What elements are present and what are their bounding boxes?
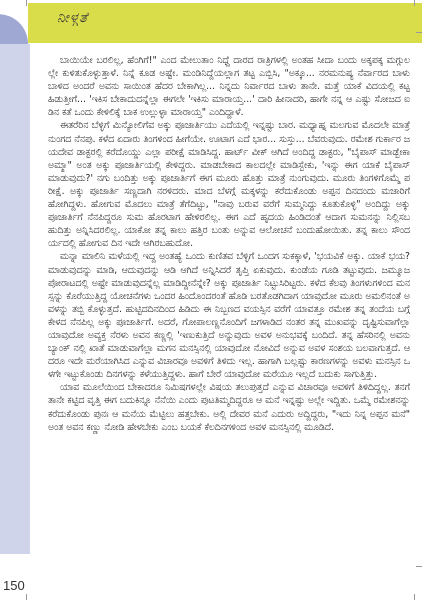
paragraph: ಮನ್ನಾ ಮಾಲಿನಿ ಮಳೆಯಲ್ಲಿ ಇದ್ದ ಅಂತಹ್ಯೆ ಒಂದು ಕುಣಿತವ ಬೆಳ್ಳಿಗೆ ಒಂದಗ ಸುಕಕ್ಕಾಳೆ, 'ಭಯವಿಕೆ ಅಕ್ಕು. ಯಾಕೆ ಭಯ? ಮಾಡುವುದನ್ನು ಮಾಡಿ, ಆದುವುದನ್ನು ಆಡಿ ಆಗಿದೆ ಅನ್ನಿಸಿದರೆ ತೃಪ್ತಿ ಏಕುವುದು. ಕುಂಡೆಯ ಗೂಡಿ ತಟ್ಟುವುದು. ಜಮ್ಮೂಜ ಪೋರಾಟದಲ್ಲಿ ಅಷ್ಟೇ ಮಾಡುವುದನ್ನೆಲ್ಲ ಮಾಡಿದ್ದೀನೆನ್ನೇ? ಅಕ್ಕು ಪೂಜಾರ್ತಿ ನಿಟ್ಟುಸಿರಿಟ್ಟರು. ಕಳೆದ ಕೆಲವು ತಿಂಗಳುಗಳಿಂದ ಮನಸ್ಸನ್ನು ಕೊರೆಯುತ್ತಿದ್ದ ಯೋಚನೆಗಳು ಒಂದರ ಹಿಂದೊಂದರಂತೆ ಹೊಡಿ ಬರತೊಡಗಿದಾಗ ಯಾವುದೋ ಮೂರು ಅಮಲಿನಂತೆ ಅವಳನ್ನು ತಬ್ಬಿ ಕೊಳ್ಳುತ್ತದೆ. ಹುಟ್ಟಿದದಿನದಿಂದ ಹಿಡಿದು ಈ ನಿಬ್ಬಣದ ವಯಸ್ಸಿನ ವರೆಗೆ ಯಾವತ್ತೂ ರಮೇಶ ತನ್ನ ತಂದೆಯ ಬಗ್ಗೆ ಕೇಳದ ನೆನಪಿಲ್ಲ ಅಕ್ಕು ಪೂಜಾರ್ತಿಗೆ. ಅದರೆ, ಗೋಪಾಲಣ್ಣನೊಂದಿಗೆ ಜಗಳಾಡಿದ ನಂತರ ತನ್ನ ಮುಖವನ್ನು ದೃಷ್ಟಿಸುವಾಗೆಲ್ಲಾ ಯಾವುದೋ ಅವ್ಯಕ್ತ ನೆರಳು ಅವನ ಕಣ್ಣಲ್ಲಿ 'ಇಣುಕುತ್ತಿದೆ ಅನ್ನುವುದು ಅವಳ ಅನುಭವಕ್ಕೆ ಬಂದಿದೆ. ತನ್ನ ಹೆಸರಿನಲ್ಲಿ ಅವನು ಬ್ಯಾಂಕ್ ನಲ್ಲಿ ಖಾತೆ ಮಾಡುವಾಗೆಲ್ಲಾ ಮಗನ ಮನಸ್ಸಿನಲ್ಲಿ ಯಾವುದೋ ನೋವಿದೆ ಅನ್ನುವ ಅವಳ ಸಂಶಯ ಬಲವಾಗುತ್ತದೆ. ಆದರೂ ಇದೇ ಮರೆಯಾಗಿಸಿದ ಎನ್ನುವ ವಿಚಾರವೂ ಅವಳಿಗೆ ತಿಳಿದು ಇಲ್ಲ. ಹಾಗಾಗಿ ಬಲ್ಲಷ್ಟು ಕಾರಣಗಳನ್ನು ಅವಳು ಮನಸ್ಸಿನ ಒಳಗೇ ಇಟ್ಟುಕೊಂಡು ದಿನಗಳನ್ನು ಕಳೆಯುತ್ತಿದ್ದಳು. ಹಾಗೆ ಬೇರೆ ಯಾವುದೋ ಮರೆಯೂ ಇಲ್ಲದೆ ಬದುಕು ಸಾಗುತ್ತಿತ್ತು. bbox=[48, 251, 410, 381]
paragraph: ಯಾವ ಮೂಲೆಯಿಂದ ಬೇಕಾದರೂ ನಿಮಿಷಗಳಲ್ಲೇ ವಿಷಯ ತಲುಪುತ್ತದೆ ಎನ್ನುವ ವಿಚಾರವೂ ಅವಳಿಗೆ ತಿಳಿದಿದ್ದಲ್ಲ. ತನಗೆ ತಾನೇ ಕಟ್ಟಿದ ವೃತ್ತಿ ಈಗ ಬದುಕಿನ್ನೂ ನೆನೆಯಿ ಎಂದು ಪುಟತಿಮ್ಮದಿದ್ದರೂ ಆ ಮನೆ ಇನ್ನಷ್ಟು ಅಲ್ಲೇ ಇದ್ದಿತು. ಒಮ್ಮೆ ರಮೇಶನನ್ನು ಕರೆದುಕೊಂಡು ಪುನಃ ಆ ಮನೆಯ ಮೆಟ್ಟಿಲು ಹತ್ತಬೇಕು. ಅಲ್ಲಿ ದೇವರ ಮನೆ ಎದುರು ಅದ್ದಿದ್ದರು, "ಇದು ನಿನ್ನ ಅಪ್ಪನ ಮನೆ" ಅಂತ ಅವನ ಕಣ್ಣು ನೋಡಿ ಹೇಳಬೇಕು ಎಂಬ ಬಯಕೆ ಕೆಲದಿನಗಳಿಂದ ಅವಳ ಮನಸ್ಸಿನಲ್ಲಿ ಮೂಡಿದೆ. bbox=[48, 382, 410, 433]
crop-mark-top-right bbox=[414, 0, 415, 6]
body-text bbox=[48, 54, 410, 434]
page-number: 150 bbox=[3, 578, 25, 593]
crop-mark-top-left bbox=[26, 0, 27, 6]
left-margin-band bbox=[0, 44, 30, 554]
paragraph: ಬಾಯಿಯೇ ಬರಲಿಲ್ಲ, ಹೆಂಗಿಗೆ!" ಎಂದ ಮೇಲುತಾಂ ನಿಧ್ದೆ ದಾರದ ರಾತ್ರಿಗಳಲ್ಲಿ ಅಂತಹ ಸೀದಾ ಬಂದು ಅಕ್ಕಪಕ್ಕ ಮಗ್ಗುಲಲ್ಲೇ ಕುಳಿತುಕೊಳ್ಳುತ್ತಾಳೆ. ನಿನ್ನೆ ಕೂಡ ಅಷ್ಟೇ. ಮಂಡಿನಿದ್ದೆಯಲ್ಲಾಗ ತಟ್ಟ ಎಬ್ಬಿಸಿ, "ಅಕ್ಕೂ... ನರಮನುಷ್ಯ ನೆರ್ವಾರದ ಬಾಳು ಬಾಳಿದ ಅಂದರೆ ಅವನು ಸಾಯಿಂತ ಹೆದರ ಬೇಕಾಗಿಲ್ಲ... ನಿನ್ನದು ನಿರ್ವಾರದ ಬಾಳು ತಾನೇ. ಮತ್ತೆ ಯಾಕೆ ವಿದಯಲ್ಲಿ ಕಟ್ಟ ಹಿಡುತ್ತೀಗೆ... 'ಇಕಿಸ ಬೇಕಾದುದನ್ನೆಲ್ಲಾ ಈಗಲೇ 'ಇಕಿಸು ಮಾರಾಯ್ತ...' ದಾರಿ ಹೀನಾದರಿ, ಹಾಗೇ ನನ್ನ ಆ ಎಷ್ಟು ಸೋಜದ ಐಡಿನ ಕತೆ ಒಂದು ಕೇಳಿಲಿಕ್ಕೆ ಬಾಕ ಉಲ್ಲುಳ್ಳಾ ಮಾರಾಯ್ತ" ಎಂದಿದ್ದಾಳೆ. bbox=[48, 55, 410, 119]
paragraph: ಈತರೆರಿನ ಬೆಳ್ಳಿಗೆ ಮಿನ್ಯೋಲಿಗೆವ ಅಕ್ಕು ಪೂಜಾರ್ತಿಯು ಎದೆಯಲ್ಲಿ ಇನ್ನಷ್ಟು ಬಾರ. ಮಧ್ಯಾಹ್ನ ಮಲಗುವ ಮೊದಲೇ ಮಾತ್ರೆ ನುಂಗದ ನೆನಪು. ಕಳೆದ ಏದಾರು ತಿಂಗಳಿಂದ ಹೀಗೆಯೇ. ಊಟಾಗ ಎದೆ ಭಾರ... ಸುಸ್ತು... ಬೆವರುವುದು. ರಮೇಶ ಗುರ್ಕಾರ ಜಯದೇವ ಡಾಕ್ಟರಲ್ಲಿ ಕರೆದೊಯ್ಡು ಎಲ್ಲಾ ಪರೀಕ್ಷೆ ಮಾಡಿಸಿದ್ದ. ಹಾರ್ಟ್ ವೀಕ್ ಆಗಿದೆ ಅಂದಿದ್ದ ಡಾಕ್ಟರು, "ಬೈಪಾಸ್ ಮಾಡ್ಬೇಕಾ ಅಮ್ಮಾ" ಅಂತ ಅಕ್ಕು ಪೂಜಾರ್ತಿಯಲ್ಲಿ ಕೇಳಿದ್ದರು. ಮಾಡಬೇಕಾದ ಕಾಲದಲ್ಲೇ ಮಾಡಿಸ್ಬೇಕು, 'ಇನ್ನು ಈಗ ಯಾಕೆ ಬೈಪಾಸ್ ಮಾಡುವುದು?' ನಗು ಬಂದಿತ್ತು ಅಕ್ಕು ಪೂಜಾರ್ತಿಗೆ ಈಗ ಮೂರು ಹೊತ್ತು ಮಾತ್ರೆ ನುಂಗುವುದು. ಮೂರು ತಿಂಗಳಿಗೊಮ್ಮೆ ಪರೀಕ್ಷೆ. ಅಕ್ಕು ಪೂಜಾರ್ತಿ ಸಣ್ಣದಾಗಿ ನರಳಿದರು. ಮಾದ ಬೆಳಗ್ಗೆ ಮಕ್ಕಳನ್ನು ಕರೆದುಕೊಂಡು ಅಪ್ಪನ ದಿನದಂದು ಮಜಾರಿಗೆ ಹೋಗಿದ್ದಳು. ಹೋಗುವ ಮೊದಲು ಮಾತ್ರೆ ತೆಗೆದಿಟ್ಟು, "ನಾವು ಬರುವ ವರೆಗೆ ಸುಮ್ಮನಿದ್ದು ಕೂತುಕೊಳ್ಳಿ" ಅಂದಿದ್ದು ಅಕ್ಕು ಪೂಜಾರ್ತಿಗೆ ನೆನಪಿದ್ದರೂ ಸುಮ ಹೊರಟಾಗ ಹೇಳಿರಲಿಲ್ಲ. ಈಗ ಎದೆ ಹೃದಯ ಹಿಂಡಿದಂತೆ ಆದಾಗ ಸುಮನನ್ನು ನಿಲ್ಲಿಸಬಹುದಿತ್ತು ಅನ್ನಿಸಿದರಲಿಲ್ಲ. ಯಾಕೋ ತನ್ನ ಕಾಲು ಹತ್ತಿರ ಬಂತು ಅನ್ನುವ ಆಲೋಚನೆ ಬಂದುಹೋಯಿತು. ತನ್ನ ಕಾಲು ಸೌಂದರ್ಯದಲ್ಲಿ ಹೋಗುವ ದಿನ ಇದೇ ಆಗಿರಬಹುದೋ. bbox=[48, 120, 410, 250]
crop-mark-right-top bbox=[416, 32, 422, 33]
crop-mark-right-bottom bbox=[416, 566, 422, 567]
crop-mark-bottom-right bbox=[414, 594, 415, 600]
running-header-title: ನೀಳ್ಗತೆ bbox=[57, 10, 89, 26]
crop-mark-bottom-left bbox=[26, 594, 27, 600]
